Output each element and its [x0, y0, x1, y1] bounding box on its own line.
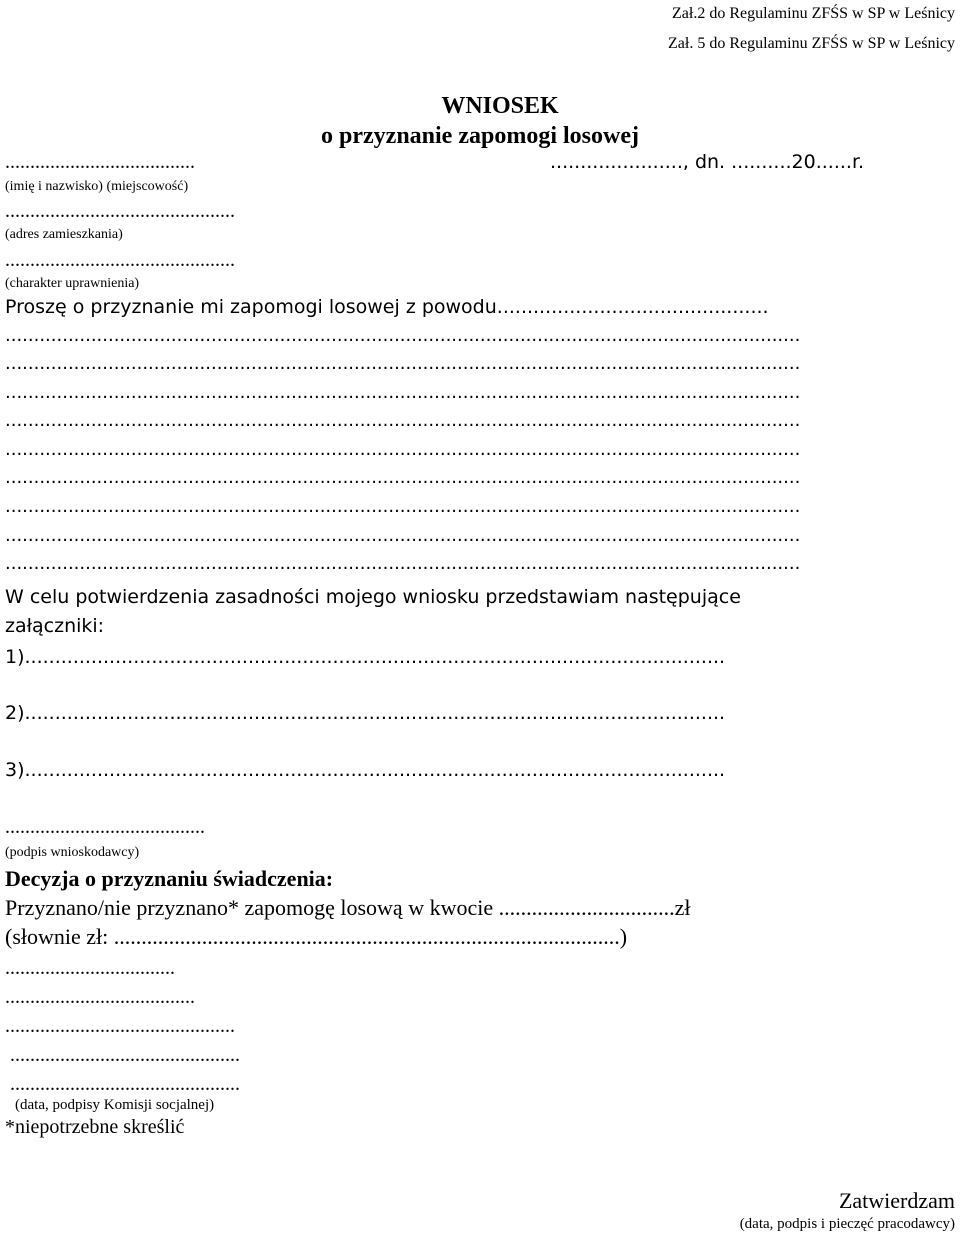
header-attachment-line-2: Zał. 5 do Regulaminu ZFŚS w SP w Leśnicy	[668, 35, 955, 52]
request-text: Proszę o przyznanie mi zapomogi losowej z powodu.............................................	[5, 296, 769, 318]
decision-amount-words: (słownie zł: ............................................................................................)	[5, 924, 628, 949]
attachment-item-3[interactable]: 3)....................................................................................................................	[5, 761, 726, 780]
committee-line[interactable]: ..............................................	[5, 1015, 235, 1037]
reason-line[interactable]: ...........................................................................................................................................	[5, 527, 801, 545]
header-attachment-line-1: Zał.2 do Regulaminu ZFŚS w SP w Leśnicy	[672, 5, 955, 22]
reason-line[interactable]: ...........................................................................................................................................	[5, 412, 801, 430]
committee-line[interactable]: ..............................................	[10, 1044, 240, 1066]
decision-amount-text: Przyznano/nie przyznano* zapomogę losową w kwocie ................................zł	[5, 895, 691, 920]
place-date-field[interactable]: ......................, dn. ..........20......r.	[550, 151, 865, 173]
reason-line[interactable]: ...........................................................................................................................................	[5, 384, 801, 402]
reason-line[interactable]: ...........................................................................................................................................	[5, 441, 801, 459]
address-field[interactable]: ..............................................	[5, 200, 235, 222]
committee-line[interactable]: ..............................................	[10, 1073, 240, 1095]
attachment-item-1[interactable]: 1)....................................................................................................................	[5, 648, 726, 667]
reason-line[interactable]: ...........................................................................................................................................	[5, 327, 801, 345]
committee-line[interactable]: ......................................	[5, 986, 195, 1008]
committee-caption: (data, podpisy Komisji socjalnej)	[15, 1097, 215, 1113]
reason-line[interactable]: ...........................................................................................................................................	[5, 498, 801, 516]
reason-line[interactable]: ...........................................................................................................................................	[5, 555, 801, 573]
applicant-signature-field[interactable]: ........................................	[5, 816, 205, 838]
reason-line[interactable]: ...........................................................................................................................................	[5, 355, 801, 373]
document-title: WNIOSEK	[441, 93, 559, 119]
reason-line[interactable]: ...........................................................................................................................................	[5, 469, 801, 487]
approval-title: Zatwierdzam	[838, 1188, 955, 1213]
applicant-signature-caption: (podpis wnioskodawcy)	[5, 845, 140, 860]
entitlement-field[interactable]: ..............................................	[5, 249, 235, 271]
applicant-name-field[interactable]: ......................................	[5, 151, 195, 173]
committee-line[interactable]: ..................................	[5, 957, 175, 979]
entitlement-caption: (charakter uprawnienia)	[5, 276, 140, 291]
address-caption: (adres zamieszkania)	[5, 227, 123, 242]
document-subtitle: o przyznanie zapomogi losowej	[321, 123, 639, 149]
footnote: *niepotrzebne skreślić	[5, 1116, 185, 1138]
approval-caption: (data, podpis i pieczęć pracodawcy)	[739, 1216, 955, 1232]
attachments-intro-cont: załączniki:	[5, 615, 105, 637]
applicant-name-caption: (imię i nazwisko) (miejscowość)	[5, 179, 189, 194]
attachments-intro: W celu potwierdzenia zasadności mojego wniosku przedstawiam następujące	[5, 586, 741, 608]
decision-heading: Decyzja o przyznaniu świadczenia:	[5, 866, 334, 891]
attachment-item-2[interactable]: 2)....................................................................................................................	[5, 704, 726, 723]
